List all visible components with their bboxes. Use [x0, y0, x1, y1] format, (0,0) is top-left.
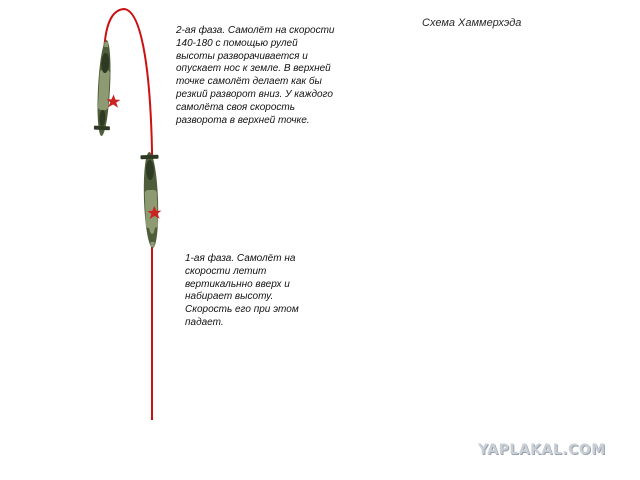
caption-line: опускает нос к земле. В верхней	[176, 63, 331, 75]
caption-line: точке самолёт делает как бы	[176, 76, 322, 88]
caption-line: вертикальнно вверх и	[185, 278, 290, 290]
caption-line: 2-ая фаза. Самолёт на скорости	[176, 25, 335, 36]
caption-line: падает.	[185, 316, 224, 328]
aircraft-upper-icon	[93, 40, 123, 137]
phase-2-caption	[176, 25, 334, 127]
diagram-title: Схема Хаммерхэда	[422, 17, 522, 29]
caption-line: высоты разворачивается и	[176, 50, 308, 62]
caption-line: 1-ая фаза. Самолёт на	[185, 253, 296, 264]
caption-line: набирает высоту.	[185, 291, 274, 303]
phase-1-caption	[185, 253, 299, 330]
caption-line: скорости летит	[185, 265, 267, 277]
trajectory-turn-arc	[104, 9, 152, 150]
aircraft-lower-icon	[140, 152, 162, 249]
caption-line: Скорость его при этом	[185, 304, 299, 316]
caption-line: самолёта своя скорость	[176, 101, 295, 113]
watermark-logo: YAPLAKAL.COM	[478, 442, 606, 458]
caption-line: резкий разворот вниз. У каждого	[176, 88, 333, 100]
caption-line: разворота в верхней точке.	[176, 114, 310, 126]
caption-line: 140-180 с помощью рулей	[176, 37, 298, 49]
